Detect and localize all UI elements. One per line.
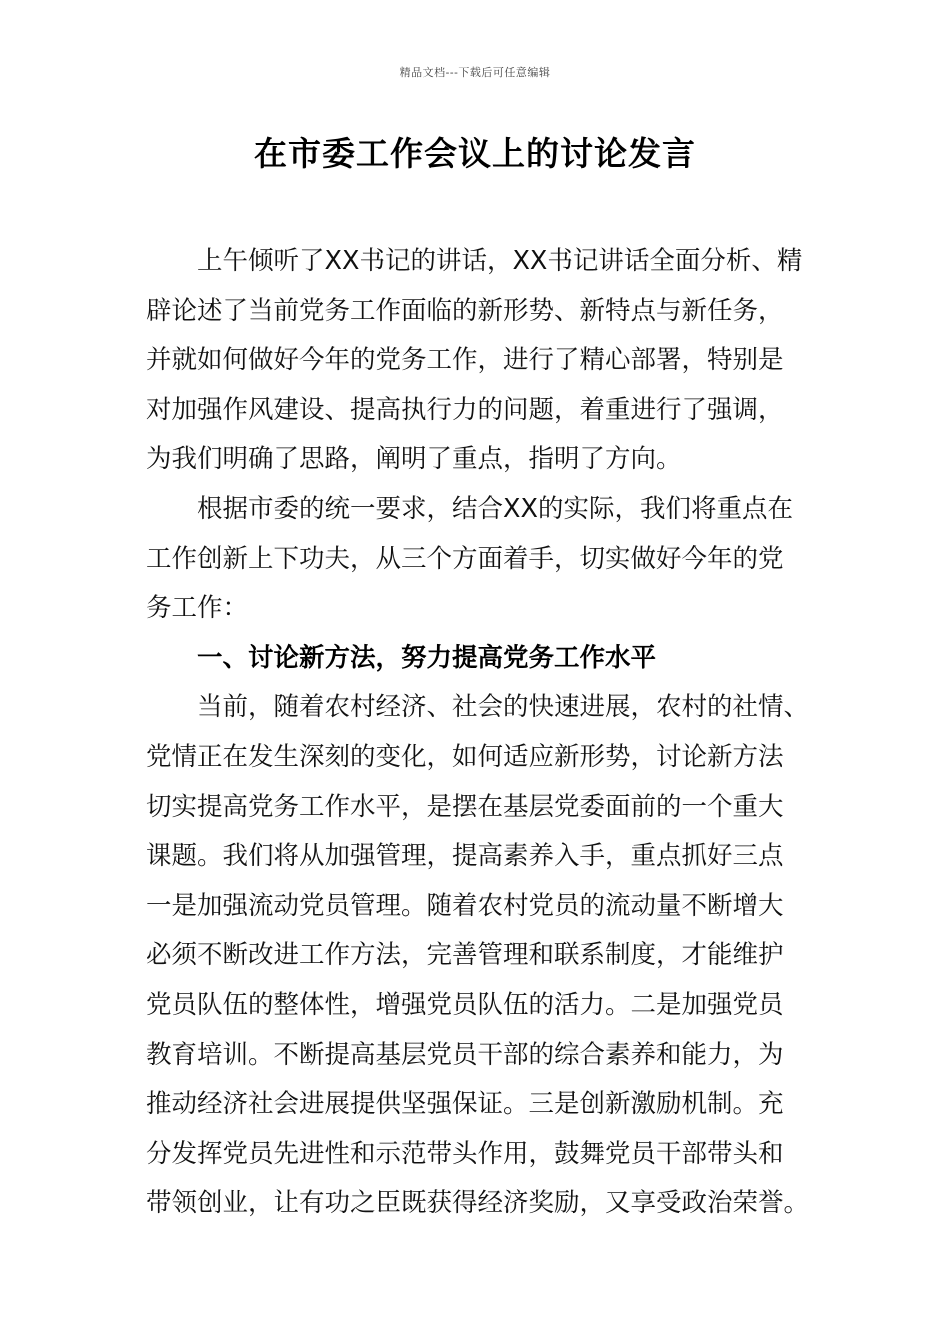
paragraph-3-line-1: 当前，随着农村经济、社会的快速进展，农村的社情、 bbox=[197, 692, 810, 723]
paragraph-1-line-2: 辟论述了当前党务工作面临的新形势、新特点与新任务， bbox=[146, 295, 784, 326]
paragraph-3-line-8: 教育培训。不断提高基层党员干部的综合素养和能力，为 bbox=[146, 1039, 784, 1070]
paragraph-3-line-6: 必须不断改进工作方法，完善管理和联系制度，才能维护 bbox=[146, 940, 784, 971]
document-title: 在市委工作会议上的讨论发言 bbox=[254, 134, 696, 173]
paragraph-2-line-2: 工作创新上下功夫，从三个方面着手，切实做好今年的党 bbox=[146, 543, 784, 574]
paragraph-3-line-7: 党员队伍的整体性，增强党员队伍的活力。二是加强党员 bbox=[146, 989, 784, 1020]
paragraph-1-line-5: 为我们明确了思路，阐明了重点，指明了方向。 bbox=[146, 444, 682, 475]
paragraph-1-line-3: 并就如何做好今年的党务工作，进行了精心部署，特别是 bbox=[146, 345, 784, 376]
paragraph-1-line-4: 对加强作风建设、提高执行力的问题，着重进行了强调， bbox=[146, 394, 784, 425]
header-note: 精品文档---下载后可任意编辑 bbox=[399, 66, 551, 79]
paragraph-2-line-3: 务工作： bbox=[146, 593, 249, 624]
paragraph-3-line-11: 带领创业，让有功之臣既获得经济奖励，又享受政治荣誉。 bbox=[146, 1188, 810, 1219]
paragraph-3-line-4: 课题。我们将从加强管理，提高素养入手，重点抓好三点 bbox=[146, 841, 784, 872]
paragraph-3-line-10: 分发挥党员先进性和示范带头作用，鼓舞党员干部带头和 bbox=[146, 1138, 784, 1169]
section-heading-1: 一、讨论新方法，努力提高党务工作水平 bbox=[197, 642, 657, 673]
paragraph-3-line-2: 党情正在发生深刻的变化，如何适应新形势，讨论新方法 bbox=[146, 741, 784, 772]
paragraph-3-line-5: 一是加强流动党员管理。随着农村党员的流动量不断增大 bbox=[146, 890, 784, 921]
paragraph-3-line-3: 切实提高党务工作水平，是摆在基层党委面前的一个重大 bbox=[146, 791, 784, 822]
paragraph-1-line-1: 上午倾听了XX书记的讲话，XX书记讲话全面分析、精 bbox=[197, 246, 803, 276]
paragraph-3-line-9: 推动经济社会进展提供坚强保证。三是创新激励机制。充 bbox=[146, 1089, 784, 1120]
document-body bbox=[146, 237, 808, 1229]
paragraph-2-line-1: 根据市委的统一要求，结合XX的实际，我们将重点在 bbox=[197, 493, 793, 524]
